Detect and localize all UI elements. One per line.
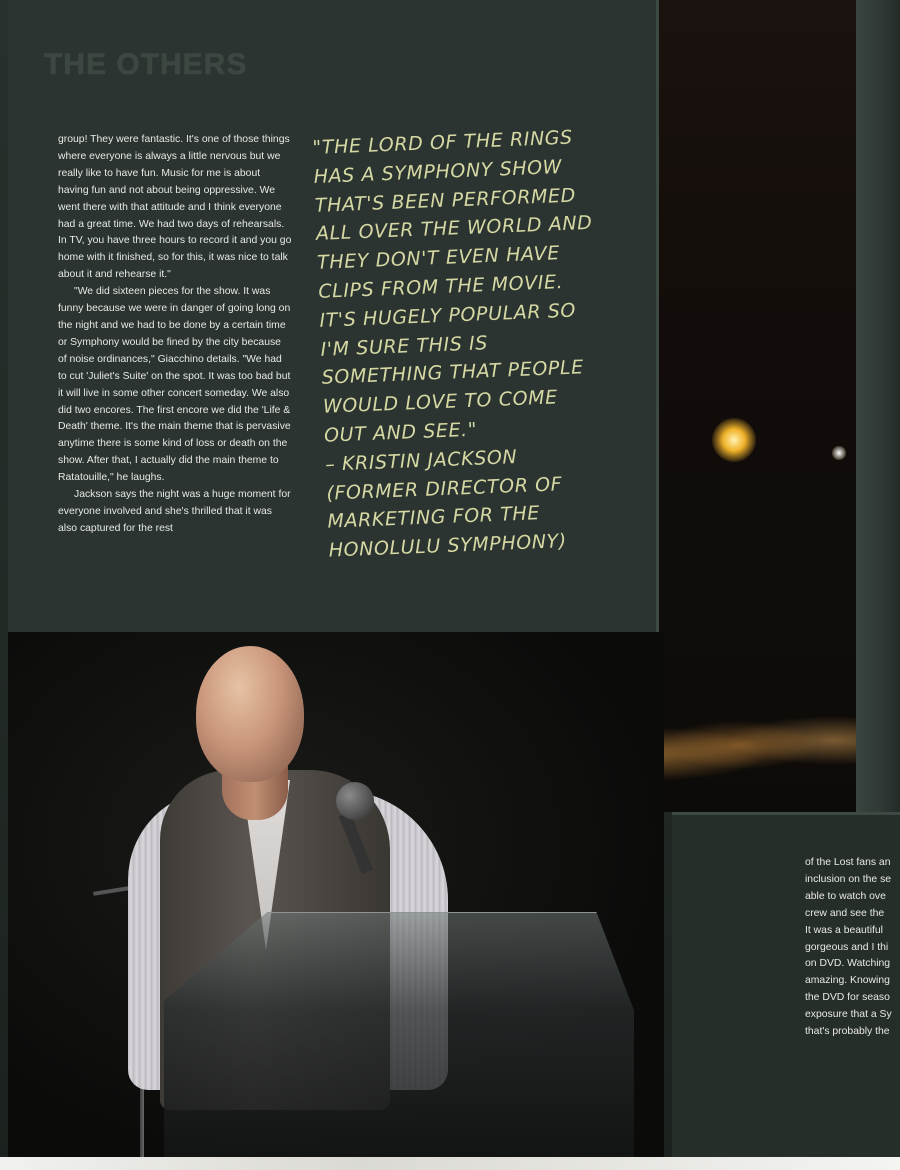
quote-attribution-name: – KRISTIN JACKSON (324, 445, 518, 476)
quote-line: IT'S HUGELY POPULAR SO (319, 299, 577, 332)
microphone-icon (336, 782, 374, 820)
stage-light-small (832, 446, 846, 460)
quote-line: I'M SURE THIS IS (320, 331, 489, 361)
quote-line: CLIPS FROM THE MOVIE. (317, 271, 564, 303)
article-body-right (805, 855, 900, 1041)
quote-line: OUT AND SEE." (323, 418, 478, 447)
section-title: THE OTHERS (44, 48, 248, 81)
quote-line: THEY DON'T EVEN HAVE (316, 242, 561, 275)
paragraph-2: "We did sixteen pieces for the show. It was funny because we were in danger of going long on the night and we had to be done by a certain time or Symphony would be fined by the city because of noise ordinances," Giacchino details. "We had to cut 'Juliet's Suite' on the spot. It was too bad but it will live in some other concert someday. We also did two encores. The first encore we did the 'Life & Death' theme. It's the main theme that is pervasive anytime there is some kind of loss or death on the show. After that, I actually did the main theme to Ratatouille," he laughs. (58, 286, 291, 484)
quote-attribution-role: HONOLULU SYMPHONY) (328, 530, 568, 562)
right-line: the DVD for seaso (805, 992, 890, 1004)
quote-line: WOULD LOVE TO COME (322, 386, 559, 418)
right-line: gorgeous and I thi (805, 941, 889, 953)
stage-spotlight (712, 418, 756, 462)
speaker-head (196, 646, 304, 782)
page-bottom-edge (0, 1157, 900, 1170)
right-line: of the Lost fans an (805, 857, 891, 868)
right-line: that's probably the (805, 1026, 890, 1038)
quote-line: "THE LORD OF THE RINGS (312, 126, 574, 159)
right-line: on DVD. Watching (805, 958, 891, 970)
right-line: crew and see the (805, 907, 885, 919)
paragraph-1: group! They were fantastic. It's one of those things where everyone is always a little nervous but we really like to have fun. Music for me is about having fun and not about being oppressive. We went there with that attitude and I think everyone had a great time. We had two days of rehearsals. In TV, you have three hours to record it and you go home with it finished, so for this, it was nice to talk about it and rehearse it." (58, 134, 292, 281)
pull-quote (312, 121, 649, 565)
glass-podium (164, 912, 634, 1158)
right-line: inclusion on the se (805, 873, 892, 885)
quote-line: HAS A SYMPHONY SHOW (313, 155, 563, 188)
orchestra-stage-photo (656, 0, 856, 812)
quote-line: THAT'S BEEN PERFORMED (314, 184, 577, 217)
paragraph-3: Jackson says the night was a huge moment for everyone involved and she's thrilled that it was also captured for the rest (58, 489, 291, 534)
right-line: It was a beautiful (805, 924, 883, 936)
quote-attribution-role: MARKETING FOR THE (327, 502, 541, 534)
quote-attribution-role: (FORMER DIRECTOR OF (325, 472, 563, 505)
quote-line: SOMETHING THAT PEOPLE (321, 356, 585, 390)
article-body-left (58, 132, 292, 538)
quote-line: ALL OVER THE WORLD AND (315, 212, 593, 246)
right-line: exposure that a Sy (805, 1009, 892, 1021)
right-line: able to watch ove (805, 890, 886, 902)
right-line: amazing. Knowing (805, 975, 890, 987)
